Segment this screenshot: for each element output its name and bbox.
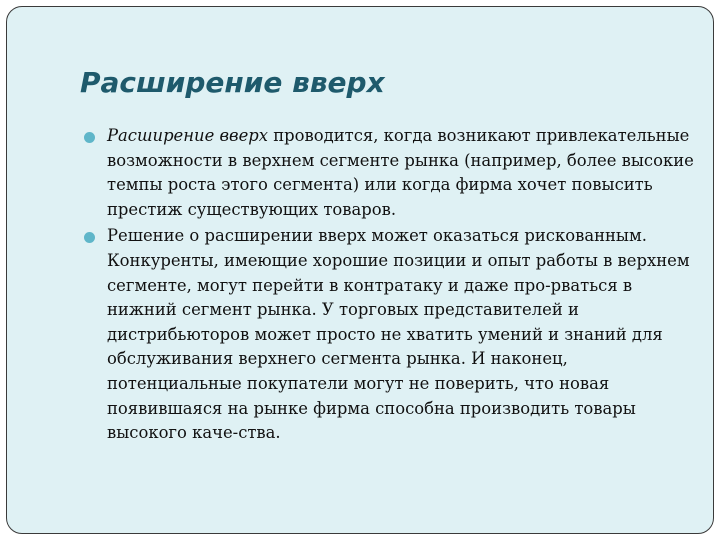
bullet-item [107,224,697,445]
bullet-dot-icon [84,232,95,243]
bullet-text: Решение о расширении вверх может оказаться рискованным. Конкуренты, имеющие хорошие позиции и опыт работы в верхнем сегменте, могут перейти в контратаку и даже про-рваться в нижний сегмент рынка. У торговых представителей и дистрибьюторов может просто не хватить умений и знаний для обслуживания верхнего сегмента рынка. И наконец, потенциальные покупатели могут не поверить, что новая появившаяся на рынке фирма способна производить товары высокого каче-ства. [107,226,690,443]
bullet-dot-icon [84,132,95,143]
bullet-text: проводится, когда возникают привлекательные возможности в верхнем сегменте рынка (например, более высокие темпы роста этого сегмента) или когда фирма хочет повысить престиж существующих товаров. [107,126,694,219]
bullet-list [107,124,697,446]
slide-title: Расширение вверх [80,66,385,99]
slide [6,6,714,534]
bullet-emphasis: Расширение вверх [107,126,269,145]
bullet-item [107,124,697,222]
